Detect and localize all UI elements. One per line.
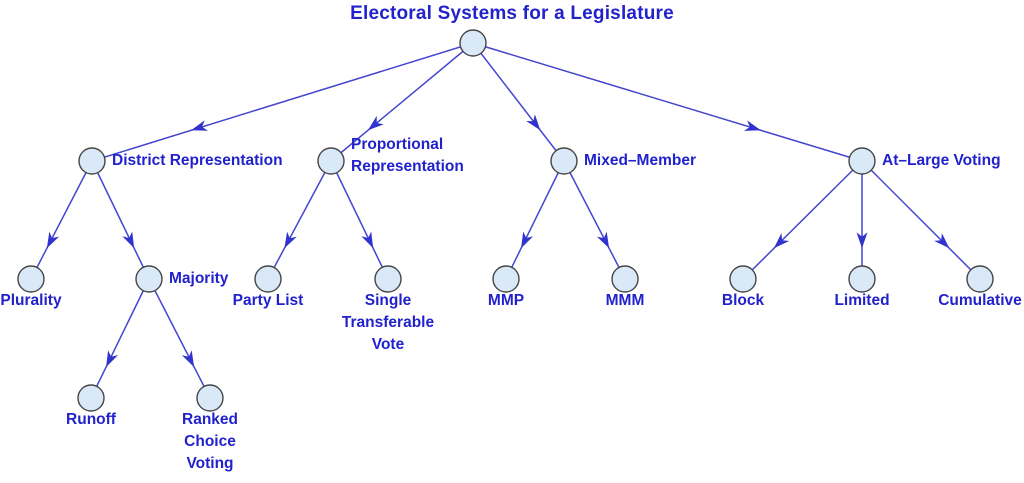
edge-mixed-mmm — [564, 161, 625, 279]
node-label-plurality — [0, 290, 61, 312]
arrowhead-district-plurality — [47, 232, 59, 249]
node-proportional — [318, 148, 344, 174]
node-label-line: District Representation — [112, 152, 283, 169]
node-runoff — [78, 385, 104, 411]
node-label-district — [112, 150, 283, 172]
node-atlarge — [849, 148, 875, 174]
node-label-line: Party List — [232, 292, 304, 309]
edge-majority-runoff — [91, 279, 149, 398]
node-plurality — [18, 266, 44, 292]
node-mixed — [551, 148, 577, 174]
node-label-line: Voting — [186, 455, 234, 472]
node-label-line: Block — [721, 292, 765, 309]
node-label-limited — [834, 290, 889, 312]
edge-proportional-stv — [331, 161, 388, 279]
node-label-line: Representation — [351, 158, 464, 175]
node-label-line: Vote — [371, 336, 405, 353]
node-partylist — [255, 266, 281, 292]
node-label-mixed — [584, 150, 696, 172]
edge-majority-rcv — [149, 279, 210, 398]
node-label-line: Limited — [834, 292, 890, 309]
edge-mixed-mmp — [506, 161, 564, 279]
node-label-stv — [342, 290, 434, 356]
arrowhead-district-majority — [122, 232, 134, 249]
edge-proportional-partylist — [268, 161, 331, 279]
arrowhead-mixed-mmp — [521, 232, 533, 249]
edge-root-mixed — [473, 43, 564, 161]
node-label-line: Ranked — [182, 411, 238, 428]
node-rcv — [197, 385, 223, 411]
edge-atlarge-cumulative — [862, 161, 980, 279]
node-label-line: Mixed–Member — [584, 152, 696, 169]
node-label-block — [722, 290, 764, 312]
arrowhead-majority-rcv — [182, 350, 194, 367]
edge-district-plurality — [31, 161, 92, 279]
arrowhead-majority-runoff — [106, 350, 118, 367]
node-label-mmp — [488, 290, 524, 312]
node-label-proportional — [351, 134, 464, 178]
node-label-runoff — [66, 409, 116, 431]
node-label-line: Majority — [169, 270, 229, 287]
node-block — [730, 266, 756, 292]
node-mmp — [493, 266, 519, 292]
node-label-line: Runoff — [66, 411, 116, 428]
node-label-line: MMM — [605, 292, 645, 309]
node-label-rcv — [182, 409, 238, 475]
node-stv — [375, 266, 401, 292]
node-label-mmm — [606, 290, 645, 312]
node-label-line: At–Large Voting — [882, 152, 1001, 169]
node-label-line: Transferable — [341, 314, 435, 331]
arrowhead-mixed-mmm — [597, 232, 609, 249]
node-district — [79, 148, 105, 174]
node-limited — [849, 266, 875, 292]
edge-district-majority — [92, 161, 149, 279]
node-label-atlarge — [882, 150, 1001, 172]
node-label-partylist — [233, 290, 304, 312]
arrowhead-root-proportional — [368, 116, 384, 130]
arrowhead-proportional-partylist — [284, 232, 296, 249]
arrowhead-proportional-stv — [361, 232, 373, 249]
node-label-line: Single — [364, 292, 412, 309]
node-label-line: Proportional — [351, 136, 444, 153]
node-label-line: Choice — [184, 433, 236, 450]
edge-root-atlarge — [473, 43, 862, 161]
node-label-cumulative — [938, 290, 1022, 312]
node-label-line: MMP — [487, 292, 525, 309]
node-majority — [136, 266, 162, 292]
node-label-line: Plurality — [0, 292, 62, 309]
node-cumulative — [967, 266, 993, 292]
node-label-majority — [169, 268, 228, 290]
node-label-line: Cumulative — [938, 292, 1022, 309]
node-root — [460, 30, 486, 56]
edge-atlarge-block — [743, 161, 862, 279]
node-mmm — [612, 266, 638, 292]
arrowhead-root-mixed — [526, 114, 540, 130]
diagram-title: Electoral Systems for a Legislature — [350, 3, 674, 24]
